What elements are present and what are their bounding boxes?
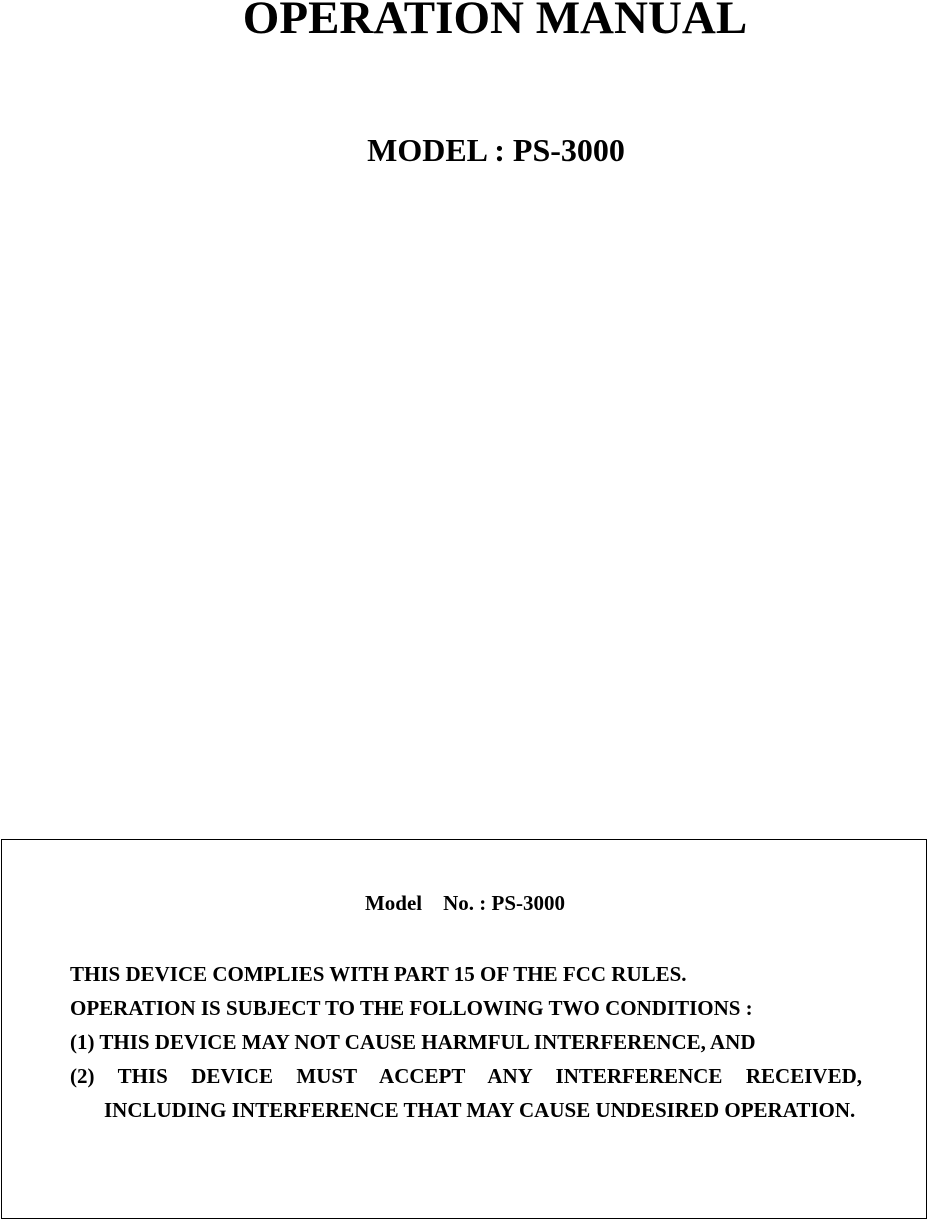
fcc-condition-1: (1) THIS DEVICE MAY NOT CAUSE HARMFUL INTERFERENCE, AND (70, 1030, 756, 1054)
fcc-statement (70, 957, 862, 1127)
fcc-compliance-line: THIS DEVICE COMPLIES WITH PART 15 OF THE FCC RULES. (70, 962, 687, 986)
fcc-condition-2: (2) THIS DEVICE MUST ACCEPT ANY INTERFERENCE RECEIVED, INCLUDING INTERFERENCE THAT MAY CAUSE UNDESIRED OPERATION. (70, 1064, 862, 1122)
model-number-label: Model No. : PS-3000 (364, 891, 566, 915)
manual-title: OPERATION MANUAL (242, 0, 748, 44)
model-heading: MODEL : PS-3000 (367, 132, 625, 168)
fcc-conditions-intro: OPERATION IS SUBJECT TO THE FOLLOWING TWO CONDITIONS : (70, 996, 753, 1020)
fcc-compliance-box (1, 839, 927, 1219)
